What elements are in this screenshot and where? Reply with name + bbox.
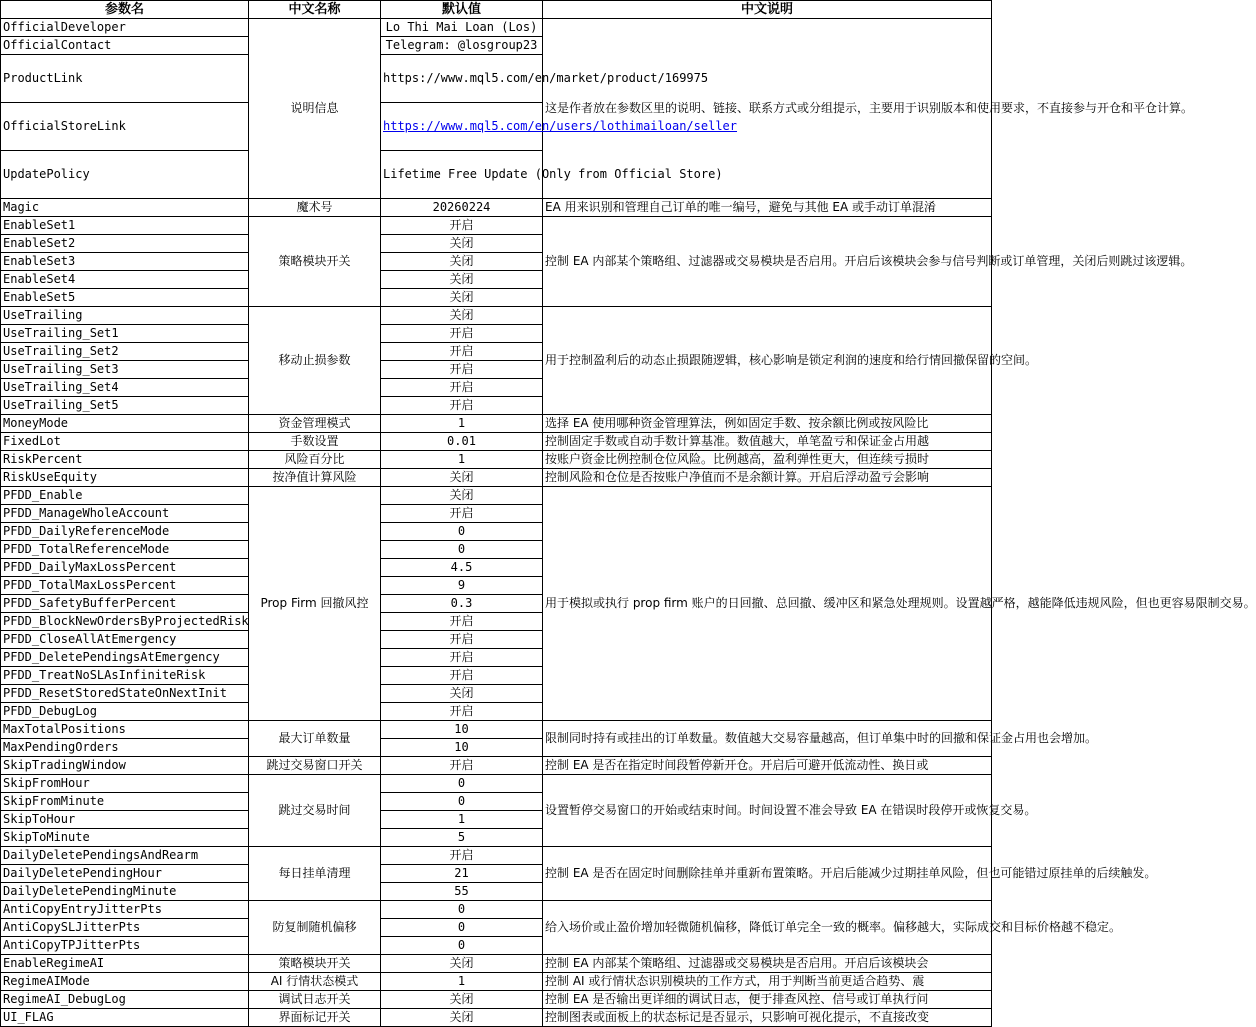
param-name-cell: PFDD_TreatNoSLAsInfiniteRisk	[1, 667, 249, 685]
default-value-cell: 关闭	[381, 253, 543, 271]
default-value-cell: 开启	[381, 343, 543, 361]
chinese-name-cell: 资金管理模式	[249, 415, 381, 433]
default-value-cell: 开启	[381, 613, 543, 631]
default-value-cell	[381, 103, 738, 151]
header-row	[1, 1, 992, 19]
param-name-cell: OfficialDeveloper	[1, 19, 249, 37]
param-name-cell: PFDD_DebugLog	[1, 703, 249, 721]
param-name-cell: PFDD_SafetyBufferPercent	[1, 595, 249, 613]
default-value-cell: 开启	[381, 631, 543, 649]
description-cell: 设置暂停交易窗口的开始或结束时间。时间设置不准会导致 EA 在错误时段停开或恢复交易。	[543, 775, 992, 847]
header-param-name: 参数名	[1, 1, 249, 19]
table-row	[1, 721, 992, 739]
table-row	[1, 199, 992, 217]
chinese-name-cell: 跳过交易窗口开关	[249, 757, 381, 775]
default-value-cell: 10	[381, 721, 543, 739]
table-row	[1, 955, 992, 973]
param-name-cell: UpdatePolicy	[1, 151, 249, 199]
description-cell: 控制 EA 内部某个策略组、过滤器或交易模块是否启用。开启后该模块会参与信号判断或订单管理，关闭后则跳过该逻辑。	[543, 217, 992, 307]
param-name-cell: PFDD_DailyReferenceMode	[1, 523, 249, 541]
param-name-cell: MaxPendingOrders	[1, 739, 249, 757]
default-value-cell: 关闭	[381, 955, 543, 973]
param-name-cell: DailyDeletePendingsAndRearm	[1, 847, 249, 865]
param-name-cell: RegimeAIMode	[1, 973, 249, 991]
default-value-cell: 关闭	[381, 235, 543, 253]
default-value-cell: 0.01	[381, 433, 543, 451]
description-cell: 选择 EA 使用哪种资金管理算法，例如固定手数、按余额比例或按风险比	[543, 415, 992, 433]
param-name-cell: SkipTradingWindow	[1, 757, 249, 775]
param-name-cell: EnableRegimeAI	[1, 955, 249, 973]
description-cell: 控制图表或面板上的状态标记是否显示，只影响可视化提示，不直接改变	[543, 1009, 992, 1027]
table-row	[1, 19, 992, 37]
description-cell: 控制风险和仓位是否按账户净值而不是余额计算。开启后浮动盈亏会影响	[543, 469, 992, 487]
param-name-cell: UseTrailing_Set5	[1, 397, 249, 415]
default-value-cell: 0	[381, 775, 543, 793]
default-value-cell: 开启	[381, 847, 543, 865]
description-cell: 限制同时持有或挂出的订单数量。数值越大交易容量越高，但订单集中时的回撤和保证金占用也会增加。	[543, 721, 992, 757]
param-name-cell: AntiCopyTPJitterPts	[1, 937, 249, 955]
param-name-cell: UseTrailing_Set3	[1, 361, 249, 379]
chinese-name-cell: 界面标记开关	[249, 1009, 381, 1027]
param-name-cell: DailyDeletePendingMinute	[1, 883, 249, 901]
chinese-name-cell: 调试日志开关	[249, 991, 381, 1009]
param-name-cell: AntiCopyEntryJitterPts	[1, 901, 249, 919]
default-value-cell: 10	[381, 739, 543, 757]
default-value-cell: 0	[381, 901, 543, 919]
chinese-name-cell: 说明信息	[249, 19, 381, 199]
description-cell: 这是作者放在参数区里的说明、链接、联系方式或分组提示，主要用于识别版本和使用要求，不直接参与开仓和平仓计算。	[543, 19, 992, 199]
param-name-cell: EnableSet1	[1, 217, 249, 235]
default-value-cell: Lo Thi Mai Loan (Los)	[381, 19, 543, 37]
default-value-cell: 开启	[381, 217, 543, 235]
default-value-cell: 关闭	[381, 685, 543, 703]
param-name-cell: SkipToMinute	[1, 829, 249, 847]
default-value-cell: 关闭	[381, 469, 543, 487]
default-value-cell: 5	[381, 829, 543, 847]
param-name-cell: UseTrailing_Set4	[1, 379, 249, 397]
table-row	[1, 901, 992, 919]
table-row	[1, 757, 992, 775]
param-name-cell: PFDD_TotalMaxLossPercent	[1, 577, 249, 595]
param-name-cell: PFDD_CloseAllAtEmergency	[1, 631, 249, 649]
param-name-cell: PFDD_TotalReferenceMode	[1, 541, 249, 559]
param-name-cell: UseTrailing_Set2	[1, 343, 249, 361]
default-value-cell: 开启	[381, 703, 543, 721]
default-value-cell: 开启	[381, 379, 543, 397]
default-value-cell: 关闭	[381, 487, 543, 505]
default-value-cell: 9	[381, 577, 543, 595]
table-row	[1, 847, 992, 865]
param-name-cell: UI_FLAG	[1, 1009, 249, 1027]
default-value-cell: 1	[381, 451, 543, 469]
default-value-cell: 开启	[381, 361, 543, 379]
default-value-cell: 开启	[381, 649, 543, 667]
table-row	[1, 307, 992, 325]
description-cell: 给入场价或止盈价增加轻微随机偏移，降低订单完全一致的概率。偏移越大，实际成交和目标价格越不稳定。	[543, 901, 992, 955]
description-cell: 用于模拟或执行 prop firm 账户的日回撤、总回撤、缓冲区和紧急处理规则。设置越严格，越能降低违规风险，但也更容易限制交易。	[543, 487, 992, 721]
default-value-cell: 开启	[381, 397, 543, 415]
default-value-cell: 1	[381, 415, 543, 433]
default-value-cell: 0	[381, 793, 543, 811]
default-value-cell: 开启	[381, 667, 543, 685]
default-value-cell: 0.3	[381, 595, 543, 613]
default-value-cell: 0	[381, 541, 543, 559]
param-name-cell: PFDD_Enable	[1, 487, 249, 505]
description-cell: 控制 EA 内部某个策略组、过滤器或交易模块是否启用。开启后该模块会	[543, 955, 992, 973]
default-value-cell: 20260224	[381, 199, 543, 217]
chinese-name-cell: 魔术号	[249, 199, 381, 217]
header-default-value: 默认值	[381, 1, 543, 19]
param-name-cell: RiskUseEquity	[1, 469, 249, 487]
default-value-cell: 0	[381, 523, 543, 541]
description-cell: 控制 AI 或行情状态识别模块的工作方式，用于判断当前更适合趋势、震	[543, 973, 992, 991]
param-name-cell: EnableSet2	[1, 235, 249, 253]
param-name-cell: RegimeAI_DebugLog	[1, 991, 249, 1009]
chinese-name-cell: 策略模块开关	[249, 955, 381, 973]
param-name-cell: Magic	[1, 199, 249, 217]
chinese-name-cell: 手数设置	[249, 433, 381, 451]
store-link[interactable]: https://www.mql5.com/en/users/lothimailoan/seller	[383, 119, 738, 133]
default-value-cell: Lifetime Free Update (Only from Official Store)	[381, 151, 543, 199]
chinese-name-cell: 防复制随机偏移	[249, 901, 381, 955]
param-name-cell: PFDD_DailyMaxLossPercent	[1, 559, 249, 577]
table-row	[1, 451, 992, 469]
param-name-cell: EnableSet5	[1, 289, 249, 307]
table-body	[1, 19, 1256, 1027]
param-name-cell: UseTrailing_Set1	[1, 325, 249, 343]
default-value-cell: https://www.mql5.com/en/market/product/169975	[381, 55, 543, 103]
default-value-cell: 0	[381, 937, 543, 955]
chinese-name-cell: 每日挂单清理	[249, 847, 381, 901]
chinese-name-cell: 按净值计算风险	[249, 469, 381, 487]
default-value-cell: 1	[381, 811, 543, 829]
param-name-cell: PFDD_ManageWholeAccount	[1, 505, 249, 523]
default-value-cell: 4.5	[381, 559, 543, 577]
chinese-name-cell: 风险百分比	[249, 451, 381, 469]
param-name-cell: EnableSet4	[1, 271, 249, 289]
default-value-cell: Telegram: @losgroup23	[381, 37, 543, 55]
param-name-cell: SkipToHour	[1, 811, 249, 829]
table-row	[1, 973, 992, 991]
chinese-name-cell: 最大订单数量	[249, 721, 381, 757]
param-name-cell: UseTrailing	[1, 307, 249, 325]
chinese-name-cell: 跳过交易时间	[249, 775, 381, 847]
default-value-cell: 关闭	[381, 289, 543, 307]
description-cell: 控制 EA 是否在指定时间段暂停新开仓。开启后可避开低流动性、换日或	[543, 757, 992, 775]
param-name-cell: FixedLot	[1, 433, 249, 451]
default-value-cell: 关闭	[381, 271, 543, 289]
chinese-name-cell: AI 行情状态模式	[249, 973, 381, 991]
description-cell: 按账户资金比例控制仓位风险。比例越高，盈利弹性更大，但连续亏损时	[543, 451, 992, 469]
table-row	[1, 487, 992, 505]
default-value-cell: 关闭	[381, 1009, 543, 1027]
param-name-cell: SkipFromHour	[1, 775, 249, 793]
table-row	[1, 415, 992, 433]
table-row	[1, 775, 992, 793]
param-name-cell: PFDD_ResetStoredStateOnNextInit	[1, 685, 249, 703]
header-description: 中文说明	[543, 1, 992, 19]
description-cell: 控制 EA 是否输出更详细的调试日志，便于排查风控、信号或订单执行问	[543, 991, 992, 1009]
default-value-cell: 开启	[381, 505, 543, 523]
table-row	[1, 991, 992, 1009]
param-name-cell: OfficialStoreLink	[1, 103, 249, 151]
param-name-cell: MaxTotalPositions	[1, 721, 249, 739]
chinese-name-cell: 移动止损参数	[249, 307, 381, 415]
default-value-cell: 0	[381, 919, 543, 937]
table-row	[1, 1009, 992, 1027]
chinese-name-cell: 策略模块开关	[249, 217, 381, 307]
param-name-cell: EnableSet3	[1, 253, 249, 271]
param-name-cell: MoneyMode	[1, 415, 249, 433]
param-name-cell: AntiCopySLJitterPts	[1, 919, 249, 937]
default-value-cell: 21	[381, 865, 543, 883]
param-name-cell: DailyDeletePendingHour	[1, 865, 249, 883]
default-value-cell: 开启	[381, 325, 543, 343]
description-cell: 控制 EA 是否在固定时间删除挂单并重新布置策略。开启后能减少过期挂单风险，但也可能错过原挂单的后续触发。	[543, 847, 992, 901]
default-value-cell: 1	[381, 973, 543, 991]
param-name-cell: RiskPercent	[1, 451, 249, 469]
table-row	[1, 217, 992, 235]
default-value-cell: 开启	[381, 757, 543, 775]
table-row	[1, 433, 992, 451]
default-value-cell: 关闭	[381, 307, 543, 325]
default-value-cell: 关闭	[381, 991, 543, 1009]
param-name-cell: OfficialContact	[1, 37, 249, 55]
param-name-cell: PFDD_DeletePendingsAtEmergency	[1, 649, 249, 667]
chinese-name-cell: Prop Firm 回撤风控	[249, 487, 381, 721]
param-name-cell: PFDD_BlockNewOrdersByProjectedRisk	[1, 613, 249, 631]
default-value-cell: 55	[381, 883, 543, 901]
param-name-cell: SkipFromMinute	[1, 793, 249, 811]
param-name-cell: ProductLink	[1, 55, 249, 103]
table-row	[1, 469, 992, 487]
description-cell: EA 用来识别和管理自己订单的唯一编号，避免与其他 EA 或手动订单混淆	[543, 199, 992, 217]
description-cell: 控制固定手数或自动手数计算基准。数值越大，单笔盈亏和保证金占用越	[543, 433, 992, 451]
header-chinese-name: 中文名称	[249, 1, 381, 19]
description-cell: 用于控制盈利后的动态止损跟随逻辑，核心影响是锁定利润的速度和给行情回撤保留的空间。	[543, 307, 992, 415]
